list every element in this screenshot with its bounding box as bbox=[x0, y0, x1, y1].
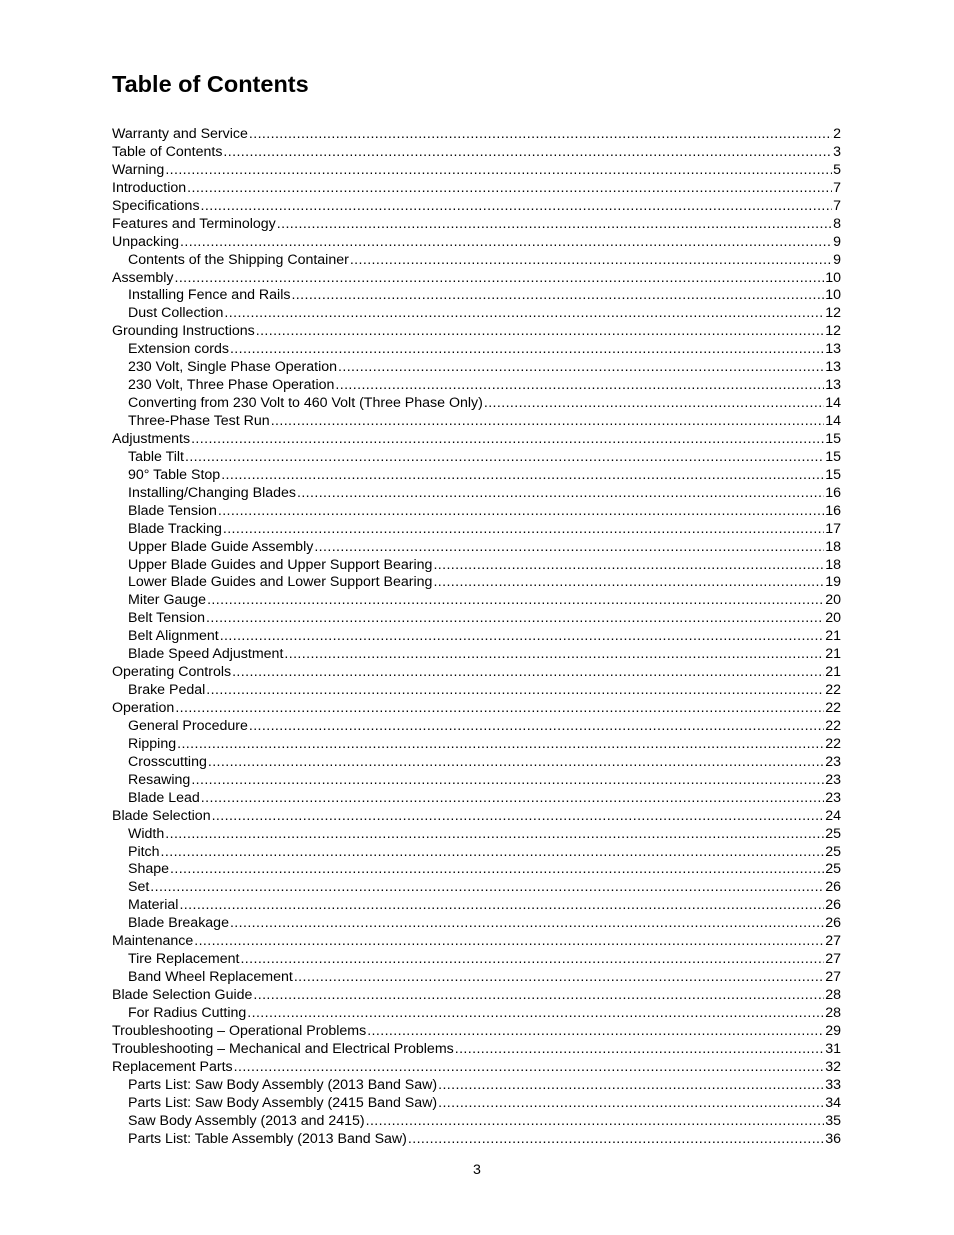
toc-entry-page: 13 bbox=[825, 341, 841, 358]
toc-entry[interactable] bbox=[112, 1059, 841, 1077]
toc-entry-page: 14 bbox=[825, 395, 841, 412]
dot-leader bbox=[249, 718, 824, 736]
toc-entry-page: 2 bbox=[833, 126, 841, 142]
toc-subentry[interactable] bbox=[112, 915, 841, 933]
toc-entry-page: 28 bbox=[825, 987, 841, 1003]
toc-entry-title: Grounding Instructions bbox=[112, 323, 255, 340]
toc-entry-title: Unpacking bbox=[112, 233, 180, 250]
toc-entry-title: Installing Fence and Rails bbox=[128, 287, 291, 304]
toc-entry-page: 9 bbox=[833, 251, 841, 268]
toc-entry[interactable] bbox=[112, 431, 841, 449]
dot-leader bbox=[150, 879, 824, 897]
toc-entry-title: Parts List: Saw Body Assembly (2013 Band Saw) bbox=[128, 1076, 438, 1093]
toc-entry-title: Extension cords bbox=[128, 341, 229, 358]
dot-leader bbox=[249, 126, 832, 144]
dot-leader bbox=[223, 144, 832, 162]
dot-leader bbox=[201, 790, 824, 808]
toc-entry-page: 15 bbox=[825, 448, 841, 465]
dot-leader bbox=[314, 539, 824, 557]
toc-entry[interactable] bbox=[112, 180, 841, 198]
toc-entry-title: Pitch bbox=[128, 843, 160, 860]
toc-entry-title: 230 Volt, Three Phase Operation bbox=[128, 377, 335, 394]
toc-subentry[interactable] bbox=[112, 790, 841, 808]
toc-entry[interactable] bbox=[112, 323, 841, 341]
toc-entry-page: 26 bbox=[825, 915, 841, 932]
dot-leader bbox=[240, 951, 824, 969]
toc-entry-page: 22 bbox=[825, 682, 841, 699]
toc-entry[interactable] bbox=[112, 1023, 841, 1041]
dot-leader bbox=[224, 305, 824, 323]
toc-entry[interactable] bbox=[112, 808, 841, 826]
toc-subentry[interactable] bbox=[112, 521, 841, 539]
toc-entry-title: Troubleshooting – Operational Problems bbox=[112, 1022, 367, 1039]
toc-subentry[interactable] bbox=[112, 1095, 841, 1113]
toc-subentry[interactable] bbox=[112, 557, 841, 575]
dot-leader bbox=[161, 844, 825, 862]
toc-entry-page: 25 bbox=[825, 843, 841, 860]
toc-entry-page: 23 bbox=[825, 753, 841, 770]
toc-entry-title: Blade Tracking bbox=[128, 520, 222, 537]
toc-entry-page: 13 bbox=[825, 377, 841, 394]
toc-entry-title: Warranty and Service bbox=[112, 126, 248, 142]
toc-entry-page: 32 bbox=[825, 1058, 841, 1075]
toc-entry-page: 36 bbox=[825, 1130, 841, 1147]
toc-entry-title: Table Tilt bbox=[128, 448, 184, 465]
toc-entry-page: 27 bbox=[825, 969, 841, 986]
toc-subentry[interactable] bbox=[112, 287, 841, 305]
toc-subentry[interactable] bbox=[112, 736, 841, 754]
toc-entry-title: Ripping bbox=[128, 735, 177, 752]
toc-entry-page: 28 bbox=[825, 1004, 841, 1021]
toc-entry-title: Blade Selection bbox=[112, 807, 211, 824]
dot-leader bbox=[206, 682, 824, 700]
toc-subentry[interactable] bbox=[112, 861, 841, 879]
table-of-contents-list bbox=[112, 126, 841, 1148]
dot-leader bbox=[165, 826, 824, 844]
toc-subentry[interactable] bbox=[112, 610, 841, 628]
toc-subentry[interactable] bbox=[112, 574, 841, 592]
dot-leader bbox=[175, 700, 824, 718]
toc-subentry[interactable] bbox=[112, 413, 841, 431]
toc-subentry[interactable] bbox=[112, 1113, 841, 1131]
toc-entry-title: Material bbox=[128, 897, 179, 914]
toc-entry-page: 22 bbox=[825, 717, 841, 734]
dot-leader bbox=[408, 1131, 824, 1149]
toc-entry-page: 8 bbox=[833, 215, 841, 232]
dot-leader bbox=[455, 1041, 824, 1059]
toc-entry-page: 21 bbox=[825, 664, 841, 681]
toc-entry[interactable] bbox=[112, 270, 841, 288]
toc-entry-page: 9 bbox=[833, 233, 841, 250]
toc-entry-page: 22 bbox=[825, 735, 841, 752]
toc-entry-page: 20 bbox=[825, 610, 841, 627]
dot-leader bbox=[207, 592, 824, 610]
toc-entry-page: 15 bbox=[825, 466, 841, 483]
toc-subentry[interactable] bbox=[112, 539, 841, 557]
page-number: 3 bbox=[473, 1162, 481, 1178]
page-title: Table of Contents bbox=[112, 71, 309, 97]
toc-entry-title: Maintenance bbox=[112, 933, 194, 950]
toc-entry-title: Shape bbox=[128, 861, 170, 878]
toc-entry-title: Blade Speed Adjustment bbox=[128, 646, 284, 663]
toc-entry-title: Specifications bbox=[112, 197, 200, 214]
toc-entry-title: Dust Collection bbox=[128, 305, 224, 322]
toc-subentry[interactable] bbox=[112, 754, 841, 772]
toc-entry-page: 33 bbox=[825, 1076, 841, 1093]
toc-entry-title: Table of Contents bbox=[112, 143, 223, 160]
toc-subentry[interactable] bbox=[112, 503, 841, 521]
toc-entry-page: 27 bbox=[825, 933, 841, 950]
toc-subentry[interactable] bbox=[112, 826, 841, 844]
dot-leader bbox=[230, 341, 824, 359]
toc-subentry[interactable] bbox=[112, 628, 841, 646]
dot-leader bbox=[232, 664, 824, 682]
toc-entry-title: Brake Pedal bbox=[128, 682, 206, 699]
toc-entry-page: 7 bbox=[833, 179, 841, 196]
dot-leader bbox=[350, 252, 832, 270]
toc-entry-title: Features and Terminology bbox=[112, 215, 276, 232]
toc-entry[interactable] bbox=[112, 198, 841, 216]
dot-leader bbox=[218, 503, 824, 521]
toc-entry-title: Miter Gauge bbox=[128, 592, 207, 609]
toc-entry-title: General Procedure bbox=[128, 717, 248, 734]
dot-leader bbox=[291, 287, 824, 305]
toc-entry-page: 24 bbox=[825, 807, 841, 824]
toc-entry[interactable] bbox=[112, 987, 841, 1005]
dot-leader bbox=[256, 323, 824, 341]
toc-entry-title: Tire Replacement bbox=[128, 951, 240, 968]
toc-entry-title: Parts List: Table Assembly (2013 Band Saw) bbox=[128, 1130, 407, 1147]
toc-entry-page: 18 bbox=[825, 538, 841, 555]
dot-leader bbox=[335, 377, 824, 395]
dot-leader bbox=[438, 1095, 824, 1113]
toc-entry-page: 23 bbox=[825, 771, 841, 788]
toc-entry-title: Operating Controls bbox=[112, 664, 232, 681]
toc-entry-title: Belt Alignment bbox=[128, 628, 219, 645]
toc-subentry[interactable] bbox=[112, 1077, 841, 1095]
toc-entry-title: Three-Phase Test Run bbox=[128, 413, 270, 429]
toc-entry-title: Installing/Changing Blades bbox=[128, 484, 296, 501]
toc-entry-title: Set bbox=[128, 879, 150, 896]
toc-entry-page: 18 bbox=[825, 556, 841, 573]
dot-leader bbox=[367, 1023, 824, 1041]
toc-subentry[interactable] bbox=[112, 646, 841, 664]
dot-leader bbox=[484, 395, 824, 413]
toc-entry-page: 16 bbox=[825, 484, 841, 501]
toc-subentry[interactable] bbox=[112, 844, 841, 862]
toc-entry-title: Crosscutting bbox=[128, 753, 207, 770]
toc-entry[interactable] bbox=[112, 162, 841, 180]
toc-entry-title: Upper Blade Guide Assembly bbox=[128, 538, 314, 555]
dot-leader bbox=[170, 861, 824, 879]
toc-entry-title: 90° Table Stop bbox=[128, 466, 221, 483]
dot-leader bbox=[175, 270, 825, 288]
toc-entry-title: Replacement Parts bbox=[112, 1058, 233, 1075]
toc-entry-title: Operation bbox=[112, 700, 175, 716]
toc-entry-title: Blade Tension bbox=[128, 502, 217, 519]
dot-leader bbox=[338, 359, 824, 377]
toc-entry-title: Width bbox=[128, 825, 165, 842]
toc-entry-title: Parts List: Saw Body Assembly (2415 Band Saw) bbox=[128, 1094, 438, 1111]
dot-leader bbox=[433, 557, 824, 575]
dot-leader bbox=[234, 1059, 825, 1077]
toc-subentry[interactable] bbox=[112, 718, 841, 736]
toc-entry-title: Blade Breakage bbox=[128, 915, 229, 932]
toc-entry[interactable] bbox=[112, 700, 841, 718]
dot-leader bbox=[187, 180, 832, 198]
toc-subentry[interactable] bbox=[112, 1005, 841, 1023]
dot-leader bbox=[247, 1005, 824, 1023]
toc-entry-title: Introduction bbox=[112, 179, 187, 196]
toc-subentry[interactable] bbox=[112, 485, 841, 503]
dot-leader bbox=[177, 736, 824, 754]
toc-subentry[interactable] bbox=[112, 395, 841, 413]
toc-entry-page: 20 bbox=[825, 592, 841, 609]
toc-entry-page: 12 bbox=[825, 323, 841, 340]
toc-entry-page: 13 bbox=[825, 359, 841, 376]
toc-entry-page: 15 bbox=[825, 430, 841, 447]
dot-leader bbox=[230, 915, 824, 933]
toc-entry-page: 23 bbox=[825, 789, 841, 806]
toc-subentry[interactable] bbox=[112, 359, 841, 377]
toc-entry-page: 25 bbox=[825, 825, 841, 842]
toc-entry-page: 16 bbox=[825, 502, 841, 519]
toc-entry-title: Belt Tension bbox=[128, 610, 206, 627]
dot-leader bbox=[220, 628, 825, 646]
toc-entry-page: 25 bbox=[825, 861, 841, 878]
toc-subentry[interactable] bbox=[112, 467, 841, 485]
toc-subentry[interactable] bbox=[112, 772, 841, 790]
toc-entry-page: 26 bbox=[825, 897, 841, 914]
toc-entry-title: Band Wheel Replacement bbox=[128, 969, 293, 986]
toc-entry-page: 10 bbox=[825, 287, 841, 304]
dot-leader bbox=[221, 467, 824, 485]
toc-entry-page: 19 bbox=[825, 574, 841, 591]
toc-subentry[interactable] bbox=[112, 592, 841, 610]
dot-leader bbox=[438, 1077, 824, 1095]
toc-subentry[interactable] bbox=[112, 682, 841, 700]
toc-entry[interactable] bbox=[112, 144, 841, 162]
toc-subentry[interactable] bbox=[112, 1131, 841, 1149]
toc-entry-page: 34 bbox=[825, 1094, 841, 1111]
toc-entry[interactable] bbox=[112, 126, 841, 144]
toc-entry-title: Upper Blade Guides and Upper Support Bearing bbox=[128, 556, 433, 573]
toc-entry-page: 10 bbox=[825, 269, 841, 286]
toc-entry-title: Contents of the Shipping Container bbox=[128, 251, 349, 268]
dot-leader bbox=[366, 1113, 825, 1131]
toc-entry[interactable] bbox=[112, 664, 841, 682]
toc-subentry[interactable] bbox=[112, 377, 841, 395]
toc-entry-page: 22 bbox=[825, 700, 841, 716]
toc-entry-page: 12 bbox=[825, 305, 841, 322]
dot-leader bbox=[208, 754, 824, 772]
toc-entry-title: Blade Selection Guide bbox=[112, 987, 253, 1003]
dot-leader bbox=[185, 449, 824, 467]
dot-leader bbox=[284, 646, 824, 664]
toc-entry-title: 230 Volt, Single Phase Operation bbox=[128, 359, 338, 376]
toc-entry-page: 7 bbox=[833, 197, 841, 214]
toc-entry-title: Adjustments bbox=[112, 430, 191, 447]
dot-leader bbox=[212, 808, 825, 826]
dot-leader bbox=[165, 162, 832, 180]
dot-leader bbox=[297, 485, 824, 503]
toc-entry-title: Warning bbox=[112, 161, 165, 178]
toc-entry-page: 27 bbox=[825, 951, 841, 968]
toc-entry-title: For Radius Cutting bbox=[128, 1004, 247, 1021]
toc-entry-page: 21 bbox=[825, 646, 841, 663]
toc-entry-title: Blade Lead bbox=[128, 789, 200, 806]
toc-entry-page: 5 bbox=[833, 161, 841, 178]
dot-leader bbox=[433, 574, 824, 592]
toc-subentry[interactable] bbox=[112, 252, 841, 270]
dot-leader bbox=[271, 413, 825, 431]
toc-entry-title: Assembly bbox=[112, 269, 174, 286]
toc-entry-page: 31 bbox=[825, 1040, 841, 1057]
dot-leader bbox=[179, 897, 824, 915]
toc-entry-title: Troubleshooting – Mechanical and Electrical Problems bbox=[112, 1040, 454, 1057]
toc-entry[interactable] bbox=[112, 933, 841, 951]
dot-leader bbox=[206, 610, 824, 628]
toc-subentry[interactable] bbox=[112, 879, 841, 897]
toc-entry[interactable] bbox=[112, 216, 841, 234]
toc-entry-page: 35 bbox=[825, 1112, 841, 1129]
toc-subentry[interactable] bbox=[112, 897, 841, 915]
toc-entry-title: Converting from 230 Volt to 460 Volt (Three Phase Only) bbox=[128, 395, 483, 412]
toc-subentry[interactable] bbox=[112, 449, 841, 467]
dot-leader bbox=[191, 431, 824, 449]
dot-leader bbox=[277, 216, 832, 234]
dot-leader bbox=[201, 198, 833, 216]
toc-entry-page: 3 bbox=[833, 143, 841, 160]
dot-leader bbox=[294, 969, 824, 987]
dot-leader bbox=[180, 234, 832, 252]
toc-entry-page: 14 bbox=[825, 413, 841, 429]
toc-entry-page: 21 bbox=[825, 628, 841, 645]
dot-leader bbox=[253, 987, 824, 1005]
toc-subentry[interactable] bbox=[112, 969, 841, 987]
toc-entry-title: Resawing bbox=[128, 771, 191, 788]
toc-entry-title: Lower Blade Guides and Lower Support Bearing bbox=[128, 574, 433, 591]
toc-entry[interactable] bbox=[112, 234, 841, 252]
toc-entry-title: Saw Body Assembly (2013 and 2415) bbox=[128, 1112, 365, 1129]
dot-leader bbox=[223, 521, 824, 539]
dot-leader bbox=[194, 933, 824, 951]
toc-entry[interactable] bbox=[112, 1041, 841, 1059]
toc-entry-page: 26 bbox=[825, 879, 841, 896]
toc-entry-page: 29 bbox=[825, 1022, 841, 1039]
dot-leader bbox=[191, 772, 824, 790]
toc-subentry[interactable] bbox=[112, 341, 841, 359]
toc-entry-page: 17 bbox=[825, 520, 841, 537]
toc-subentry[interactable] bbox=[112, 951, 841, 969]
toc-subentry[interactable] bbox=[112, 305, 841, 323]
